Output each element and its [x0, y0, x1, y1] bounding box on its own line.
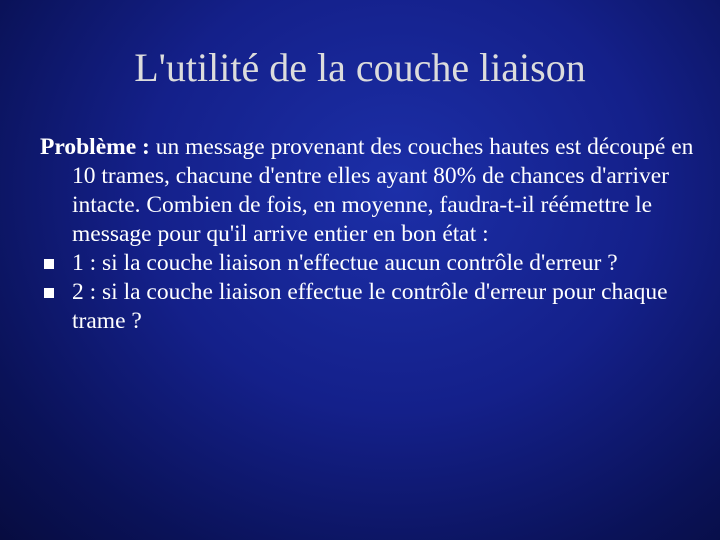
- problem-text: un message provenant des couches hautes est découpé en 10 trames, chacune d'entre elles ayant 80% de chances d'arriver intacte. Combien de fois, en moyenne, faudra-t-il réémettre le message pour qu'il arrive entier en bon état :: [72, 134, 694, 247]
- square-bullet-icon: [44, 288, 54, 298]
- bullet-item-1: [40, 249, 700, 278]
- problem-label: Problème :: [40, 134, 150, 160]
- bullet-item-2: [40, 278, 700, 336]
- bullet-text-2: 2 : si la couche liaison effectue le contrôle d'erreur pour chaque trame ?: [72, 279, 668, 334]
- slide-body: [40, 133, 700, 336]
- slide-title: L'utilité de la couche liaison: [134, 45, 586, 90]
- bullet-text-1: 1 : si la couche liaison n'effectue aucun contrôle d'erreur ?: [72, 250, 618, 276]
- square-bullet-icon: [44, 259, 54, 269]
- problem-paragraph: [40, 133, 700, 249]
